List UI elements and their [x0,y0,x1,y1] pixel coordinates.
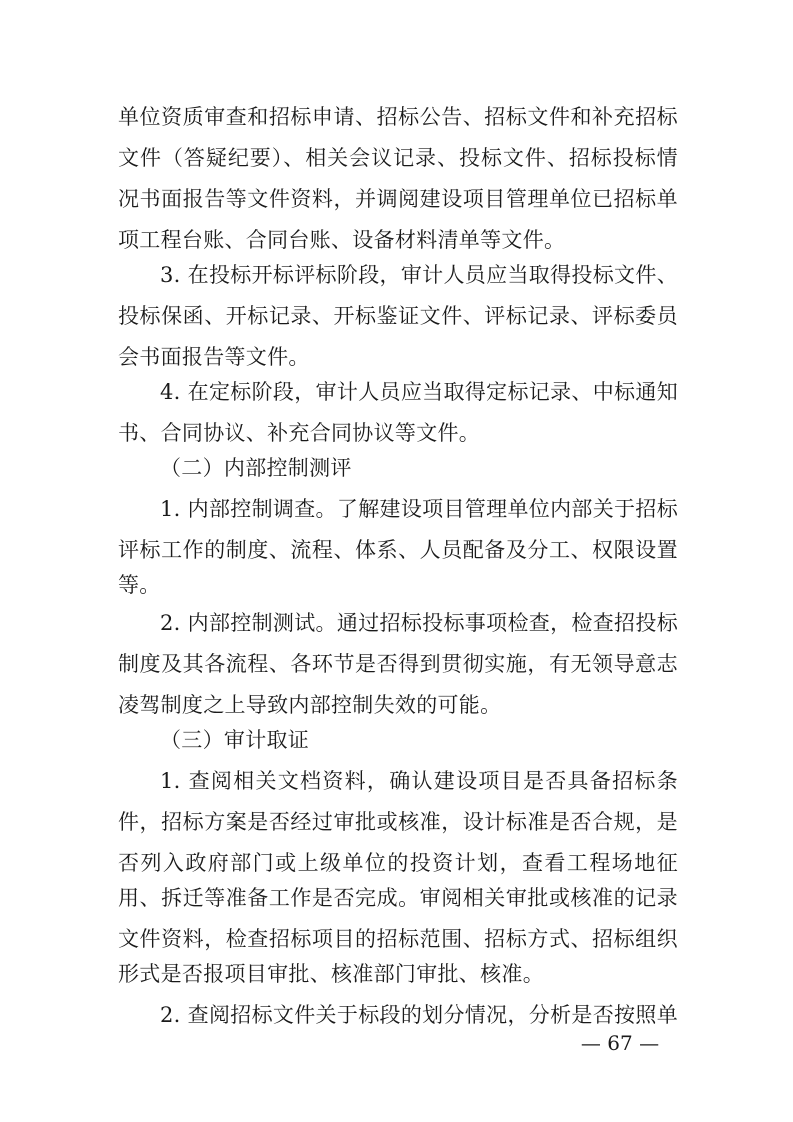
body-text-line: 否列入政府部门或上级单位的投资计划，查看工程场地征 [118,851,678,875]
body-text-line: 单位资质审查和招标申请、招标公告、招标文件和补充招标 [118,105,678,129]
body-text-line: 形式是否报项目审批、核准部门审批、核准。 [118,962,544,986]
body-text-line: 制度及其各流程、各环节是否得到贯彻实施，有无领导意志 [118,652,678,676]
paragraph-start-line: 4. 在定标阶段，审计人员应当取得定标记录、中标通知 [160,380,678,404]
paragraph-start-line: 3. 在投标开标评标阶段，审计人员应当取得投标文件、 [160,263,678,287]
body-text-line: 投标保函、开标记录、开标鉴证文件、评标记录、评标委员 [118,304,678,328]
body-text-line: 文件资料，检查招标项目的招标范围、招标方式、招标组织 [118,927,678,951]
body-text-line: 用、拆迁等准备工作是否完成。审阅相关审批或核准的记录 [118,886,678,910]
body-text-line: 况书面报告等文件资料，并调阅建设项目管理单位已招标单 [118,187,678,211]
section-heading: （二）内部控制测评 [160,456,352,480]
body-text-line: 评标工作的制度、流程、体系、人员配备及分工、权限设置 [118,538,678,562]
paragraph-start-line: 2. 内部控制测试。通过招标投标事项检查，检查招投标 [160,611,678,635]
body-text-line: 等。 [118,573,161,597]
body-text-line: 凌驾制度之上导致内部控制失效的可能。 [118,693,502,717]
section-heading: （三）审计取证 [160,728,310,752]
body-text-line: 件，招标方案是否经过审批或核准，设计标准是否合规，是 [118,810,678,834]
body-text-line: 项工程台账、合同台账、设备材料清单等文件。 [118,228,566,252]
body-text-line: 书、合同协议、补充合同协议等文件。 [118,421,481,445]
page-number: — 67 — [580,1031,660,1055]
paragraph-start-line: 1. 内部控制调查。了解建设项目管理单位内部关于招标 [160,497,678,521]
paragraph-start-line: 1. 查阅相关文档资料，确认建设项目是否具备招标条 [160,769,678,793]
paragraph-start-line: 2. 查阅招标文件关于标段的划分情况，分析是否按照单 [160,1003,678,1027]
body-text-line: 会书面报告等文件。 [118,345,310,369]
body-text-line: 文件（答疑纪要）、相关会议记录、投标文件、招标投标情 [118,146,678,170]
